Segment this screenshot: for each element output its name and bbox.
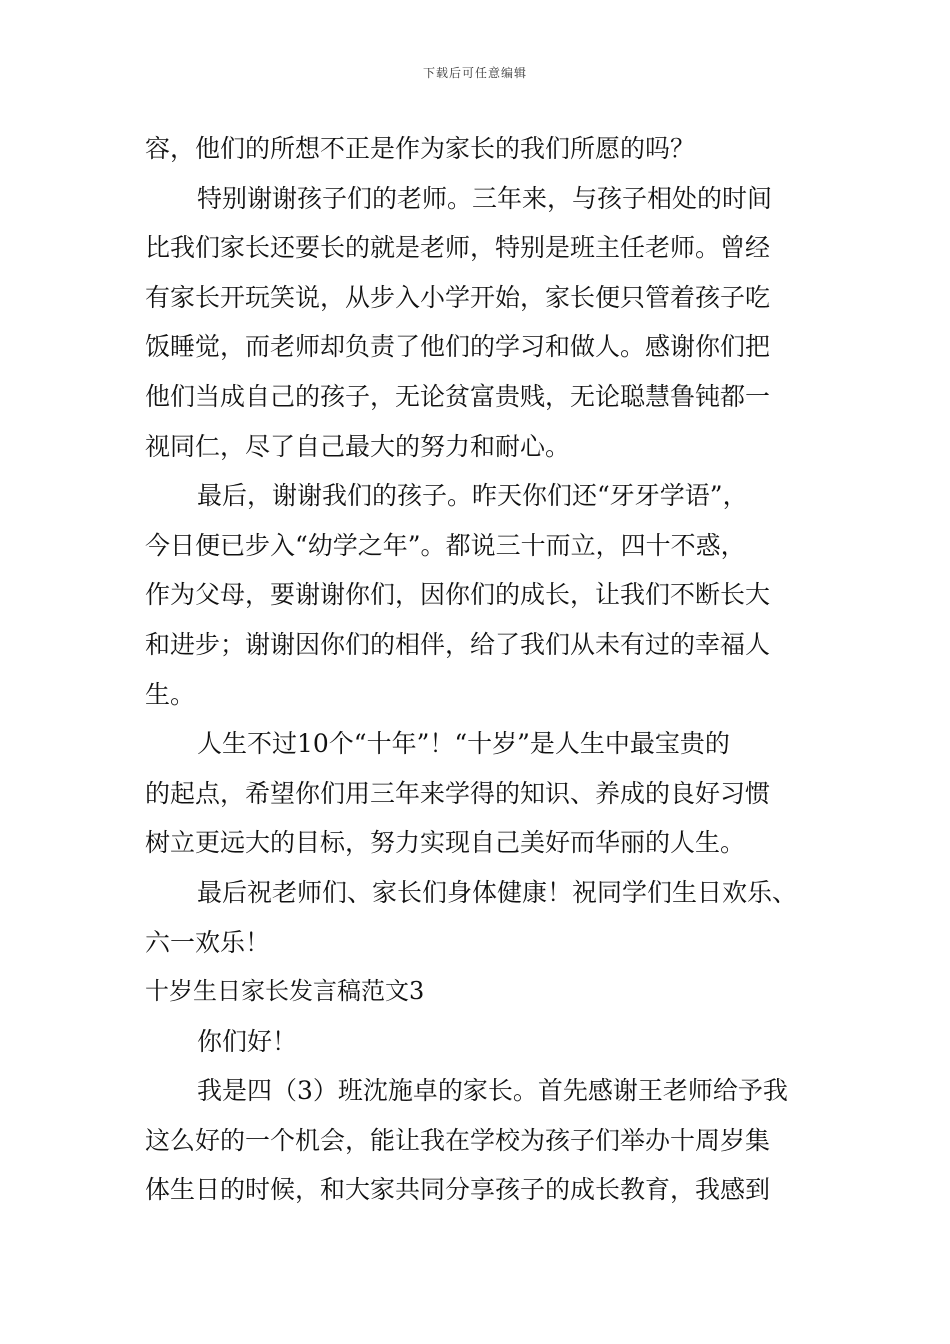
- paragraph-line: 人生不过10个“十年”！“十岁”是人生中最宝贵的: [197, 729, 730, 759]
- paragraph-line: 你们好！: [197, 1026, 298, 1056]
- paragraph-line: 饭睡觉，而老师却负责了他们的学习和做人。感谢你们把: [145, 332, 771, 362]
- paragraph-line: 六一欢乐！: [145, 927, 271, 957]
- document-body: [145, 124, 810, 1215]
- paragraph-line: 最后祝老师们、家长们身体健康！祝同学们生日欢乐、: [197, 877, 798, 907]
- paragraph-line: 生。: [145, 679, 196, 709]
- paragraph-line: 他们当成自己的孩子，无论贫富贵贱，无论聪慧鲁钝都一: [145, 381, 771, 411]
- paragraph-line: 视同仁，尽了自己最大的努力和耐心。: [145, 431, 571, 461]
- paragraph-line: 容，他们的所想不正是作为家长的我们所愿的吗？: [145, 134, 696, 163]
- paragraph-line: 有家长开玩笑说，从步入小学开始，家长便只管着孩子吃: [145, 282, 771, 312]
- paragraph-line: 作为父母，要谢谢你们，因你们的成长，让我们不断长大: [145, 580, 771, 610]
- page-header: 下载后可任意编辑: [422, 66, 527, 80]
- paragraph-line: 和进步；谢谢因你们的相伴，给了我们从未有过的幸福人: [145, 629, 771, 659]
- paragraph-line: 树立更远大的目标，努力实现自己美好而华丽的人生。: [145, 828, 746, 858]
- section-heading: 十岁生日家长发言稿范文3: [145, 977, 425, 1006]
- paragraph-line: 这么好的一个机会，能让我在学校为孩子们举办十周岁集: [145, 1125, 771, 1155]
- paragraph-line: 我是四（3）班沈施卓的家长。首先感谢王老师给予我: [197, 1076, 788, 1106]
- paragraph-line: 体生日的时候，和大家共同分享孩子的成长教育，我感到: [145, 1175, 771, 1205]
- paragraph-line: 最后，谢谢我们的孩子。昨天你们还“牙牙学语”，: [197, 481, 748, 511]
- paragraph-line: 特别谢谢孩子们的老师。三年来，与孩子相处的时间: [197, 183, 773, 213]
- paragraph-line: 的起点，希望你们用三年来学得的知识、养成的良好习惯: [145, 778, 771, 808]
- paragraph-line: 比我们家长还要长的就是老师，特别是班主任老师。曾经: [145, 233, 771, 263]
- paragraph-line: 今日便已步入“幼学之年”。都说三十而立，四十不惑，: [145, 530, 746, 560]
